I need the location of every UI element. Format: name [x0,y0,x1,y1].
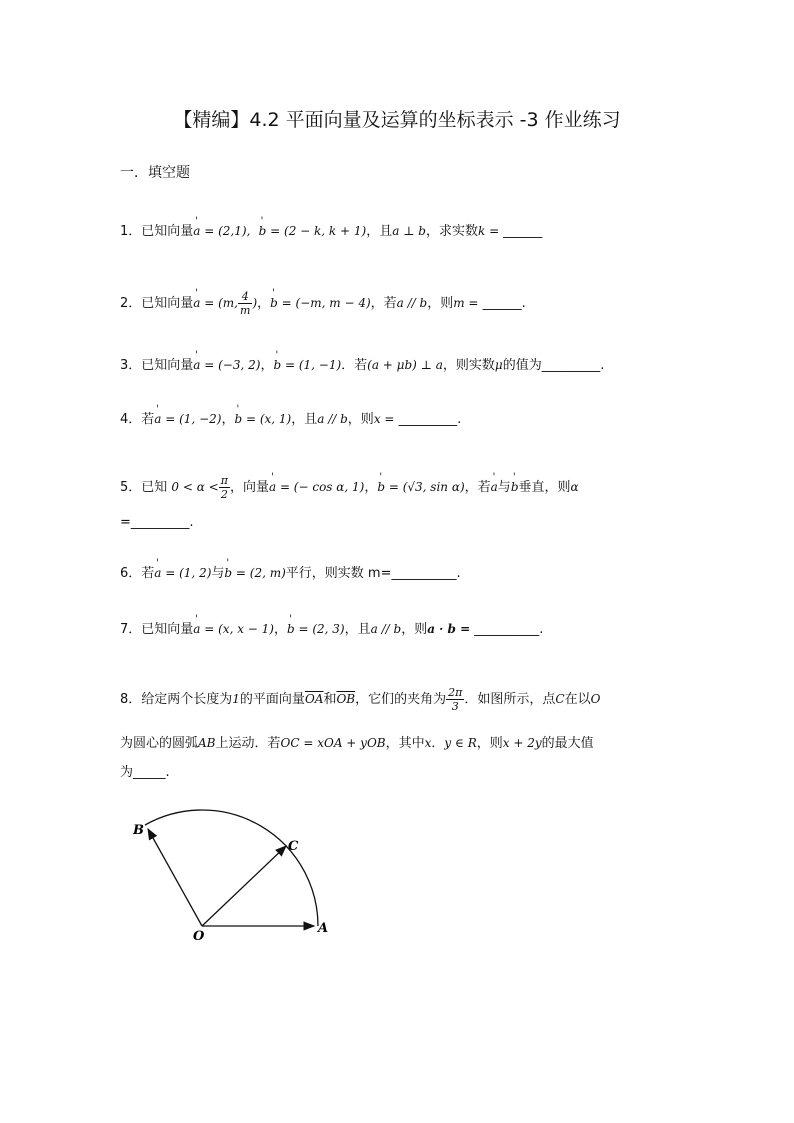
label-O: O [193,929,205,944]
question-5: 5．已知 0 < α < $\frac{\pi}{2}$ ，向量' a = (− cos α, 1)，' b = (√3, sin α)，若' a与' b垂直，则α [120,474,579,501]
q2-vector-b: ' b = (−m, m − 4) [270,294,371,312]
question-8-line2: 为圆心的圆弧AB上运动．若OC = xOA + yOB，其中x．y ∈ R，则x + 2y的最大值 [120,736,594,751]
arc-vector-figure [128,800,348,950]
answer-blank: ______ [503,224,543,239]
answer-blank: __________. [391,566,461,581]
question-1: 1．已知向量' a = (2,1), ' b = (2 − k, k + 1)，且a ⊥ b，求实数k = ______ [120,222,542,241]
arc-AB [145,810,318,926]
question-8: 8．给定两个长度为1的平面向量$\overline{OA}$和$\overline{OB}$，它们的夹角为 $\frac{2\pi}{3}$ ．如图所示，点C在以O [120,686,601,713]
q2-fraction: $\frac{4}{m}$ [240,290,251,317]
q1-vector-a: ' a = (2,1), [193,222,250,240]
label-B: B [133,823,144,838]
question-4: 4．若' a = (1, −2)，' b = (x, 1)，且a // b，则x = _________. [120,410,461,429]
answer-blank: __________. [474,622,544,637]
vector-OB [148,829,202,926]
answer-blank: _________. [398,412,462,427]
question-2: 2．已知向量' a = (m, $\frac{4}{m}$ )，' b = (−m, m − 4)，若a // b，则m = ______. [120,290,526,317]
question-6: 6．若' a = (1, 2)与' b = (2, m)平行，则实数 m=__________. [120,564,461,583]
answer-blank: _________. [541,358,605,373]
label-C: C [288,839,299,854]
label-A: A [318,921,329,936]
question-5-line2: =_________. [120,515,194,530]
q1-vector-b: ' b = (2 − k, k + 1) [259,222,367,240]
question-3: 3．已知向量' a = (−3, 2)，' b = (1, −1)．若(a + μb) ⊥ a，则实数μ的值为_________. [120,356,604,375]
section-heading: 一．填空题 [120,165,190,181]
vector-OC [202,846,286,926]
question-8-line3: 为_____. [120,765,170,780]
answer-blank: ______. [482,296,526,311]
question-7: 7．已知向量' a = (x, x − 1)，' b = (2, 3)，且a // b，则a · b = __________. [120,620,543,639]
q2-vector-a: ' a = (m, [193,294,238,312]
page-title: 【精编】4.2 平面向量及运算的坐标表示 -3 作业练习 [173,109,621,131]
